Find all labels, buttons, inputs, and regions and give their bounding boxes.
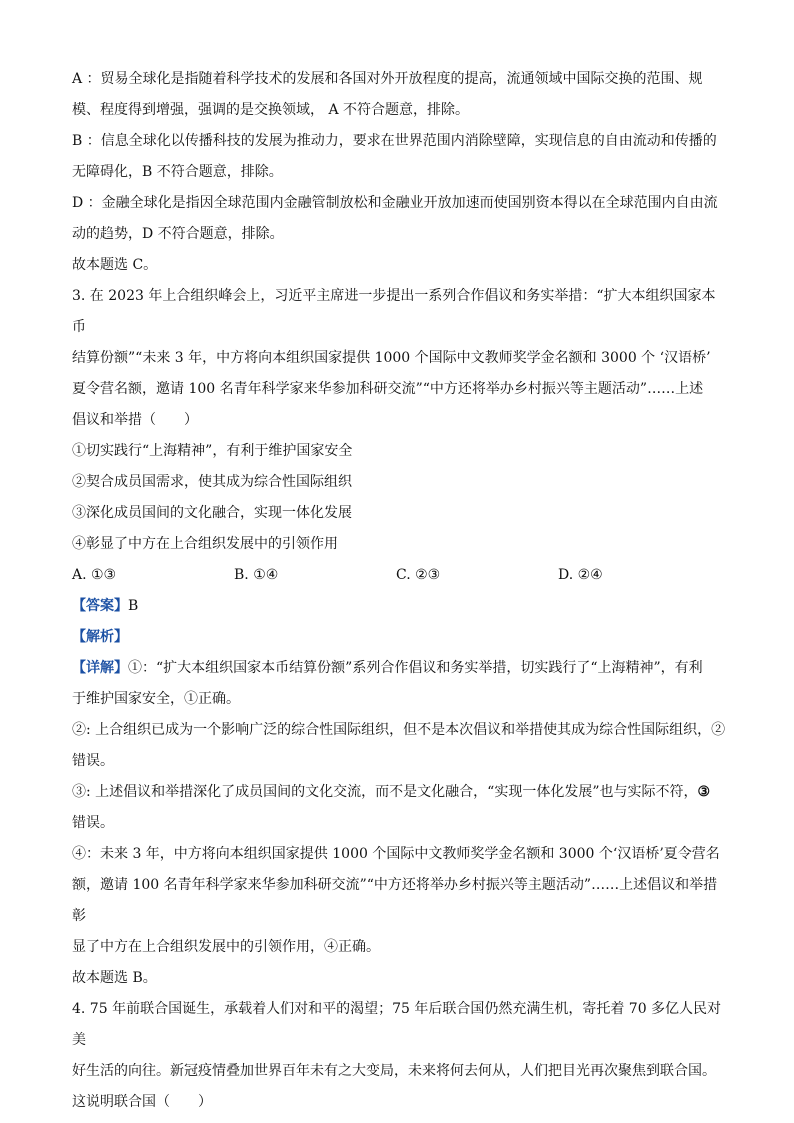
answer-tag: 【答案】: [72, 598, 128, 614]
statement-4: ④彰显了中方在上合组织发展中的引领作用: [72, 536, 338, 552]
option-b: B. ①④: [234, 567, 279, 583]
explanation-3-line-1: [72, 777, 726, 808]
explanation-3-line-2: 错误。: [72, 815, 114, 831]
option-c: C. ②③: [396, 567, 441, 583]
analysis-line: [72, 622, 726, 653]
statement-3: ③深化成员国间的文化融合，实现一体化发展: [72, 505, 352, 521]
question-3-line-3: 夏令营名额，邀请 100 名青年科学家来华参加科研交流”“中方还将举办乡村振兴等主题活动”……上述: [72, 381, 704, 397]
conclusion-q2: 故本题选 C。: [72, 257, 158, 273]
question-4-line-2: 好生活的向往。新冠疫情叠加世界百年未有之大变局，未来将何去何从，人们把目光再次聚焦到联合国。: [72, 1063, 716, 1079]
question-4-line-3: 这说明联合国（ ）: [72, 1094, 212, 1110]
question-4-line-1: 4. 75 年前联合国诞生，承载着人们对和平的渴望；75 年后联合国仍然充满生机，寄托着 70 多亿人民对美: [72, 1001, 722, 1048]
answer-options: [72, 560, 726, 591]
question-3-line-1: 3. 在 2023 年上合组织峰会上，习近平主席进一步提出一系列合作倡议和务实举措：“扩大本组织国家本币: [72, 288, 716, 335]
document-page: [72, 64, 726, 1118]
explanation-4-line-3: 显了中方在上合组织发展中的引领作用，④正确。: [72, 939, 380, 955]
detail-text-1: ①：“扩大本组织国家本币结算份额”系列合作倡议和务实举措，切实践行了“上海精神”，有利: [128, 660, 703, 676]
option-b-explanation-line-1: B ：信息全球化以传播科技的发展为推动力，要求在世界范围内消除壁障，实现信息的自由流动和传播的: [72, 133, 717, 149]
detail-tag: 【详解】: [72, 660, 128, 676]
option-a-explanation-line-2: 模、程度得到增强，强调的是交换领域， A 不符合题意，排除。: [72, 102, 470, 118]
explanation-4-line-1: ④：未来 3 年，中方将向本组织国家提供 1000 个国际中文教师奖学金名额和 3000 个‘汉语桥’夏令营名: [72, 846, 720, 862]
explanation-3-mark: ③: [697, 784, 711, 800]
statement-1: ①切实践行“上海精神”，有利于维护国家安全: [72, 443, 353, 459]
option-b-explanation-line-2: 无障碍化，B 不符合题意，排除。: [72, 164, 283, 180]
answer-value: B: [128, 598, 139, 614]
option-a: A. ①③: [72, 567, 117, 583]
answer-line: [72, 591, 726, 622]
explanation-2-line-1: ②: 上合组织已成为一个影响广泛的综合性国际组织，但不是本次倡议和举措使其成为综合性国际组织，②: [72, 722, 726, 738]
statement-2: ②契合成员国需求，使其成为综合性国际组织: [72, 474, 352, 490]
conclusion-q3: 故本题选 B。: [72, 970, 157, 986]
question-3-line-4: 倡议和举措（ ）: [72, 412, 198, 428]
option-d: D. ②④: [558, 567, 603, 583]
explanation-2-line-2: 错误。: [72, 753, 114, 769]
option-d-explanation-line-2: 动的趋势，D 不符合题意，排除。: [72, 226, 284, 242]
explanation-3-text: ③: 上述倡议和举措深化了成员国间的文化交流，而不是文化融合，“实现一体化发展”也与实际不符，: [72, 784, 698, 800]
detail-line-2: 于维护国家安全，①正确。: [72, 691, 240, 707]
explanation-4-line-2: 额，邀请 100 名青年科学家来华参加科研交流”“中方还将举办乡村振兴等主题活动”……上述倡议和举措彰: [72, 877, 718, 924]
analysis-tag: 【解析】: [72, 629, 128, 645]
question-3-line-2: 结算份额”“未来 3 年，中方将向本组织国家提供 1000 个国际中文教师奖学金名额和 3000 个 ‘汉语桥’: [72, 350, 711, 366]
detail-line-1: [72, 653, 726, 684]
option-d-explanation-line-1: D ：金融全球化是指因全球范围内金融管制放松和金融业开放加速而使国别资本得以在全球范围内自由流: [72, 195, 718, 211]
option-a-explanation-line-1: A ：贸易全球化是指随着科学技术的发展和各国对外开放程度的提高，流通领域中国际交换的范围、规: [72, 71, 703, 87]
